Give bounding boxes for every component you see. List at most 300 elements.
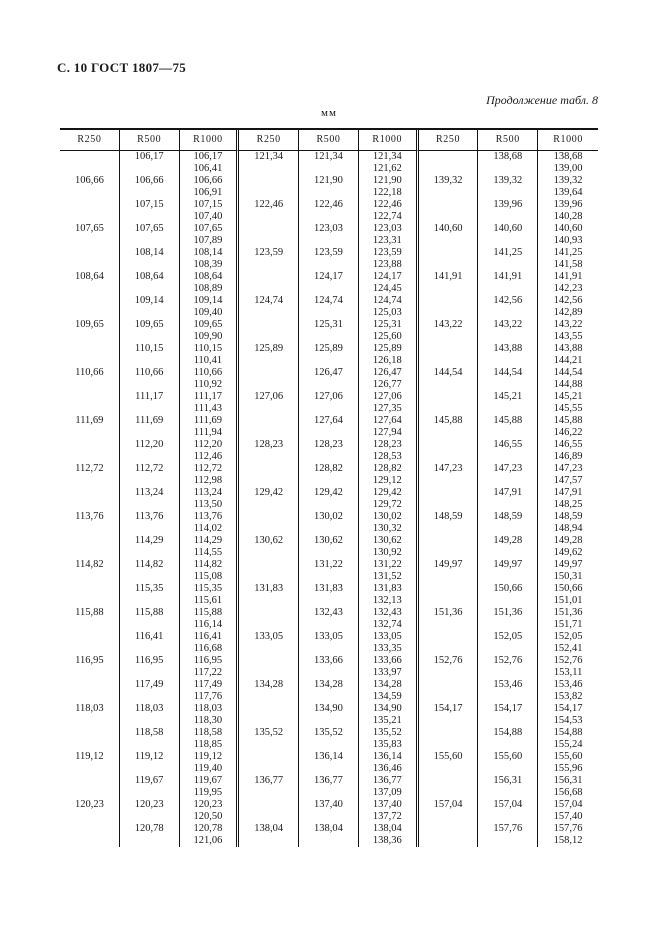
- table-cell: 126,47: [359, 367, 419, 379]
- table-cell: [60, 247, 120, 259]
- table-cell: 128,53: [359, 451, 419, 463]
- table-cell: [60, 763, 120, 775]
- table-cell: [60, 643, 120, 655]
- table-cell: [299, 571, 359, 583]
- table-cell: [120, 259, 180, 271]
- table-cell: 115,61: [180, 595, 240, 607]
- table-cell: 131,22: [299, 559, 359, 571]
- table-cell: [120, 403, 180, 415]
- table-cell: 133,05: [299, 631, 359, 643]
- table-cell: 156,31: [478, 775, 538, 787]
- table-cell: 144,54: [478, 367, 538, 379]
- table-cell: [239, 451, 299, 463]
- table-cell: 115,35: [120, 583, 180, 595]
- table-cell: 115,35: [180, 583, 240, 595]
- table-cell: [120, 667, 180, 679]
- table-cell: 123,59: [239, 247, 299, 259]
- table-cell: 131,22: [359, 559, 419, 571]
- table-cell: 126,47: [299, 367, 359, 379]
- table-cell: [60, 619, 120, 631]
- table-cell: [239, 571, 299, 583]
- table-cell: [478, 763, 538, 775]
- table-cell: 125,89: [239, 343, 299, 355]
- table-cell: [478, 259, 538, 271]
- table-cell: 108,64: [120, 271, 180, 283]
- table-cell: 147,91: [553, 487, 583, 498]
- table-cell: [120, 571, 180, 583]
- table-cell: [239, 799, 299, 811]
- table-cell: [419, 547, 479, 559]
- table-cell: 143,88: [553, 343, 583, 354]
- table-cell: 141,25: [553, 247, 583, 258]
- table-cell: [120, 763, 180, 775]
- table-cell: 155,60: [419, 751, 479, 763]
- table-cell: [120, 331, 180, 343]
- table-cell: 135,52: [359, 727, 419, 739]
- table-cell: [239, 187, 299, 199]
- table-cell: 110,41: [180, 355, 240, 367]
- table-cell: [419, 355, 479, 367]
- table-cell: 147,23: [419, 463, 479, 475]
- table-cell: [419, 775, 479, 787]
- table-cell: 130,02: [359, 511, 419, 523]
- table-cell: 128,23: [359, 439, 419, 451]
- table-cell: 112,72: [60, 463, 120, 475]
- table-cell: 157,04: [553, 799, 583, 810]
- column-header-r250-2: R250: [419, 130, 479, 151]
- table-cell: 116,41: [180, 631, 240, 643]
- table-cell: 135,21: [359, 715, 419, 727]
- table-cell: 155,24: [553, 739, 583, 750]
- table-cell: 134,28: [239, 679, 299, 691]
- table-cell: 149,97: [553, 559, 583, 570]
- table-cell: [419, 487, 479, 499]
- table-cell: 115,88: [60, 607, 120, 619]
- table-cell: [239, 211, 299, 223]
- table-cell: 145,55: [553, 403, 583, 414]
- table-cell: [60, 307, 120, 319]
- table-cell: 116,41: [120, 631, 180, 643]
- table-cell: [60, 391, 120, 403]
- table-cell: 114,02: [180, 523, 240, 535]
- table-cell: 152,05: [478, 631, 538, 643]
- table-cell: 142,23: [553, 283, 583, 294]
- table-cell: [478, 571, 538, 583]
- table-cell: 122,46: [359, 199, 419, 211]
- table-cell: 133,35: [359, 643, 419, 655]
- table-cell: [299, 691, 359, 703]
- table-cell: 131,52: [359, 571, 419, 583]
- unit-label: мм: [321, 107, 337, 119]
- table-cell: 123,31: [359, 235, 419, 247]
- column-header-r500-0: R500: [120, 130, 180, 151]
- table-cell: 138,68: [553, 151, 583, 162]
- table-cell: 140,60: [553, 223, 583, 234]
- table-cell: 135,52: [239, 727, 299, 739]
- table-cell: [299, 307, 359, 319]
- table-cell: [478, 235, 538, 247]
- table-cell: 127,64: [299, 415, 359, 427]
- table-cell: [239, 667, 299, 679]
- table-cell: [478, 715, 538, 727]
- table-cell: 106,66: [180, 175, 240, 187]
- table-cell: 136,77: [299, 775, 359, 787]
- table-cell: 113,24: [120, 487, 180, 499]
- table-cell: [239, 643, 299, 655]
- table-cell: 149,62: [553, 547, 583, 558]
- table-cell: [419, 451, 479, 463]
- table-cell: 151,36: [419, 607, 479, 619]
- table-cell: [299, 211, 359, 223]
- table-cell: [419, 379, 479, 391]
- table-cell: 143,55: [553, 331, 583, 342]
- table-cell: [60, 451, 120, 463]
- table-cell: [299, 811, 359, 823]
- table-cell: 125,03: [359, 307, 419, 319]
- table-cell: 107,40: [180, 211, 240, 223]
- table-cell: [299, 643, 359, 655]
- table-cell: [239, 355, 299, 367]
- table-cell: [239, 475, 299, 487]
- table-cell: [299, 355, 359, 367]
- table-cell: [120, 715, 180, 727]
- table-cell: [239, 307, 299, 319]
- table-cell: 141,58: [553, 259, 583, 270]
- table-cell: 108,89: [180, 283, 240, 295]
- table-cell: 148,59: [419, 511, 479, 523]
- table-cell: 122,46: [239, 199, 299, 211]
- table-cell: [120, 379, 180, 391]
- column-header-r500-1: R500: [299, 130, 359, 151]
- table-cell: 140,60: [478, 223, 538, 235]
- table-cell: [239, 763, 299, 775]
- table-cell: [239, 331, 299, 343]
- table-cell: 110,66: [120, 367, 180, 379]
- table-cell: 144,54: [419, 367, 479, 379]
- table-cell: [60, 535, 120, 547]
- table-cell: 125,31: [359, 319, 419, 331]
- table-cell: 154,17: [478, 703, 538, 715]
- table-cell: [299, 787, 359, 799]
- table-cell: 119,12: [120, 751, 180, 763]
- table-cell: 111,69: [120, 415, 180, 427]
- table-cell: [60, 823, 120, 835]
- table-cell: 129,42: [299, 487, 359, 499]
- table-cell: 136,77: [239, 775, 299, 787]
- table-cell: [419, 823, 479, 835]
- table-cell: 122,74: [359, 211, 419, 223]
- table-cell: [419, 283, 479, 295]
- table-cell: 133,05: [359, 631, 419, 643]
- table-cell: 139,64: [553, 187, 583, 198]
- table-cell: [419, 691, 479, 703]
- table-cell: 116,68: [180, 643, 240, 655]
- table-cell: 118,03: [60, 703, 120, 715]
- table-cell: 131,83: [359, 583, 419, 595]
- table-cell: [419, 295, 479, 307]
- table-cell: 135,52: [299, 727, 359, 739]
- table-cell: 119,67: [120, 775, 180, 787]
- table-cell: [60, 775, 120, 787]
- table-cell: [299, 259, 359, 271]
- table-cell: [239, 499, 299, 511]
- table-cell: [419, 163, 479, 175]
- table-cell: 121,90: [359, 175, 419, 187]
- table-cell: 127,64: [359, 415, 419, 427]
- table-cell: [120, 787, 180, 799]
- table-cell: [299, 187, 359, 199]
- table-cell: [419, 439, 479, 451]
- table-cell: 118,58: [180, 727, 240, 739]
- table-cell: 129,72: [359, 499, 419, 511]
- table-cell: [299, 547, 359, 559]
- table-cell: 137,72: [359, 811, 419, 823]
- table-cell: 125,31: [299, 319, 359, 331]
- table-cell: [478, 835, 538, 847]
- table-cell: 137,09: [359, 787, 419, 799]
- table-cell: 121,90: [299, 175, 359, 187]
- table-cell: 134,28: [359, 679, 419, 691]
- table-cell: 128,82: [359, 463, 419, 475]
- table-cell: 142,89: [553, 307, 583, 318]
- table-cell: [60, 187, 120, 199]
- table-cell: [419, 199, 479, 211]
- table-cell: 156,68: [553, 787, 583, 798]
- table-cell: [60, 547, 120, 559]
- table-cell: [419, 499, 479, 511]
- table-cell: [478, 379, 538, 391]
- table-cell: [299, 475, 359, 487]
- table-cell: 106,17: [180, 151, 240, 163]
- table-cell: [478, 523, 538, 535]
- table-cell: 110,15: [180, 343, 240, 355]
- table-cell: 109,65: [120, 319, 180, 331]
- table-cell: [299, 763, 359, 775]
- table-cell: 106,17: [120, 151, 180, 163]
- table-cell: 110,92: [180, 379, 240, 391]
- table-cell: 136,14: [299, 751, 359, 763]
- table-cell: 153,11: [553, 667, 583, 678]
- table-cell: 157,04: [419, 799, 479, 811]
- table-cell: [120, 187, 180, 199]
- table-cell: [419, 835, 479, 847]
- table-cell: 109,65: [60, 319, 120, 331]
- table-cell: [419, 619, 479, 631]
- table-cell: 111,43: [180, 403, 240, 415]
- table-cell: 149,28: [478, 535, 538, 547]
- table-cell: [299, 739, 359, 751]
- table-cell: 117,49: [120, 679, 180, 691]
- column-header-r1000-1: R1000: [359, 130, 419, 151]
- table-cell: 129,12: [359, 475, 419, 487]
- table-cell: 157,40: [553, 811, 583, 822]
- table-cell: 125,89: [299, 343, 359, 355]
- table-cell: 111,17: [120, 391, 180, 403]
- table-cell: 145,88: [419, 415, 479, 427]
- table-cell: [478, 811, 538, 823]
- table-cell: 152,41: [553, 643, 583, 654]
- table-cell: 106,41: [180, 163, 240, 175]
- table-cell: [120, 307, 180, 319]
- table-cell: 132,13: [359, 595, 419, 607]
- table-cell: 150,31: [553, 571, 583, 582]
- table-cell: 141,91: [478, 271, 538, 283]
- table-cell: 155,60: [478, 751, 538, 763]
- table-cell: [299, 163, 359, 175]
- table-cell: 143,22: [553, 319, 583, 330]
- table-cell: 121,34: [239, 151, 299, 163]
- table-cell: [239, 523, 299, 535]
- table-cell: 127,06: [359, 391, 419, 403]
- table-cell: 116,95: [180, 655, 240, 667]
- table-cell: [239, 787, 299, 799]
- table-cell: 120,50: [180, 811, 240, 823]
- table-cell: [299, 667, 359, 679]
- table-header-row: [60, 130, 598, 151]
- table-cell: 147,23: [478, 463, 538, 475]
- table-cell: 152,76: [419, 655, 479, 667]
- table-cell: [120, 811, 180, 823]
- table-cell: [239, 427, 299, 439]
- table-cell: [60, 583, 120, 595]
- table-cell: 143,22: [478, 319, 538, 331]
- table-cell: 120,78: [180, 823, 240, 835]
- table-cell: 111,17: [180, 391, 240, 403]
- table-cell: 114,29: [120, 535, 180, 547]
- table-cell: 129,42: [359, 487, 419, 499]
- table-cell: [239, 259, 299, 271]
- table-cell: 134,90: [359, 703, 419, 715]
- table-cell: [120, 523, 180, 535]
- table-cell: 123,88: [359, 259, 419, 271]
- table-cell: 114,55: [180, 547, 240, 559]
- table-cell: 114,82: [180, 559, 240, 571]
- table-cell: 112,46: [180, 451, 240, 463]
- table-cell: [120, 235, 180, 247]
- table-cell: 118,30: [180, 715, 240, 727]
- table-cell: 108,64: [180, 271, 240, 283]
- table-cell: [239, 367, 299, 379]
- table-cell: 133,97: [359, 667, 419, 679]
- table-cell: [478, 667, 538, 679]
- table-cell: [419, 343, 479, 355]
- table-cell: 126,77: [359, 379, 419, 391]
- table-cell: 124,74: [239, 295, 299, 307]
- table-cell: [239, 655, 299, 667]
- table-cell: [478, 283, 538, 295]
- table-cell: [239, 271, 299, 283]
- table-cell: [239, 547, 299, 559]
- table-cell: [419, 331, 479, 343]
- table-cell: 116,95: [60, 655, 120, 667]
- table-cell: [120, 739, 180, 751]
- table-cell: 125,89: [359, 343, 419, 355]
- table-cell: [239, 751, 299, 763]
- table-cell: 151,36: [478, 607, 538, 619]
- table-cell: 120,23: [60, 799, 120, 811]
- table-cell: [60, 379, 120, 391]
- table-cell: 146,89: [553, 451, 583, 462]
- table-cell: [239, 175, 299, 187]
- table-cell: 115,88: [180, 607, 240, 619]
- table-cell: [419, 739, 479, 751]
- table-cell: [60, 523, 120, 535]
- table-cell: [419, 235, 479, 247]
- table-cell: [299, 595, 359, 607]
- table-cell: [478, 355, 538, 367]
- table-cell: 151,01: [553, 595, 583, 606]
- table-cell: 147,23: [553, 463, 583, 474]
- table-cell: 119,67: [180, 775, 240, 787]
- table-cell: 119,95: [180, 787, 240, 799]
- table-cell: [120, 643, 180, 655]
- table-cell: [60, 499, 120, 511]
- table-cell: 155,60: [553, 751, 583, 762]
- table-cell: 155,96: [553, 763, 583, 774]
- table-cell: 119,12: [180, 751, 240, 763]
- table-cell: [419, 727, 479, 739]
- table-cell: [299, 619, 359, 631]
- table-cell: 135,83: [359, 739, 419, 751]
- table-cell: [299, 499, 359, 511]
- table-cell: 127,94: [359, 427, 419, 439]
- table-cell: 127,35: [359, 403, 419, 415]
- table-cell: [419, 583, 479, 595]
- table-cell: [478, 163, 538, 175]
- table-cell: 111,69: [60, 415, 120, 427]
- table-cell: 149,28: [553, 535, 583, 546]
- table-cell: [60, 439, 120, 451]
- table-cell: 108,14: [180, 247, 240, 259]
- table-cell: 132,43: [359, 607, 419, 619]
- table-cell: 131,83: [239, 583, 299, 595]
- table-cell: [239, 835, 299, 847]
- table-cell: [419, 763, 479, 775]
- table-cell: 130,32: [359, 523, 419, 535]
- table-cell: [478, 499, 538, 511]
- table-cell: 150,66: [478, 583, 538, 595]
- table-cell: 151,36: [553, 607, 583, 618]
- table-cell: 106,66: [60, 175, 120, 187]
- table-cell: 118,03: [180, 703, 240, 715]
- table-cell: 118,85: [180, 739, 240, 751]
- table-cell: [299, 523, 359, 535]
- table-cell: 123,59: [359, 247, 419, 259]
- table-cell: 152,76: [553, 655, 583, 666]
- table-cell: 123,03: [359, 223, 419, 235]
- table-cell: 120,23: [180, 799, 240, 811]
- table-cell: 145,88: [478, 415, 538, 427]
- table-cell: [478, 187, 538, 199]
- table-cell: 113,76: [60, 511, 120, 523]
- table-cell: 154,88: [478, 727, 538, 739]
- table-cell: 128,23: [299, 439, 359, 451]
- table-cell: 116,95: [120, 655, 180, 667]
- table-cell: [239, 415, 299, 427]
- table-cell: [60, 259, 120, 271]
- table-cell: [299, 835, 359, 847]
- table-cell: 140,60: [419, 223, 479, 235]
- table-cell: 114,29: [180, 535, 240, 547]
- table-cell: 111,94: [180, 427, 240, 439]
- table-cell: 157,04: [478, 799, 538, 811]
- table-cell: 106,66: [120, 175, 180, 187]
- table-cell: 134,59: [359, 691, 419, 703]
- table-cell: 141,91: [419, 271, 479, 283]
- table-cell: [478, 643, 538, 655]
- table-cell: [419, 307, 479, 319]
- table-cell: 121,62: [359, 163, 419, 175]
